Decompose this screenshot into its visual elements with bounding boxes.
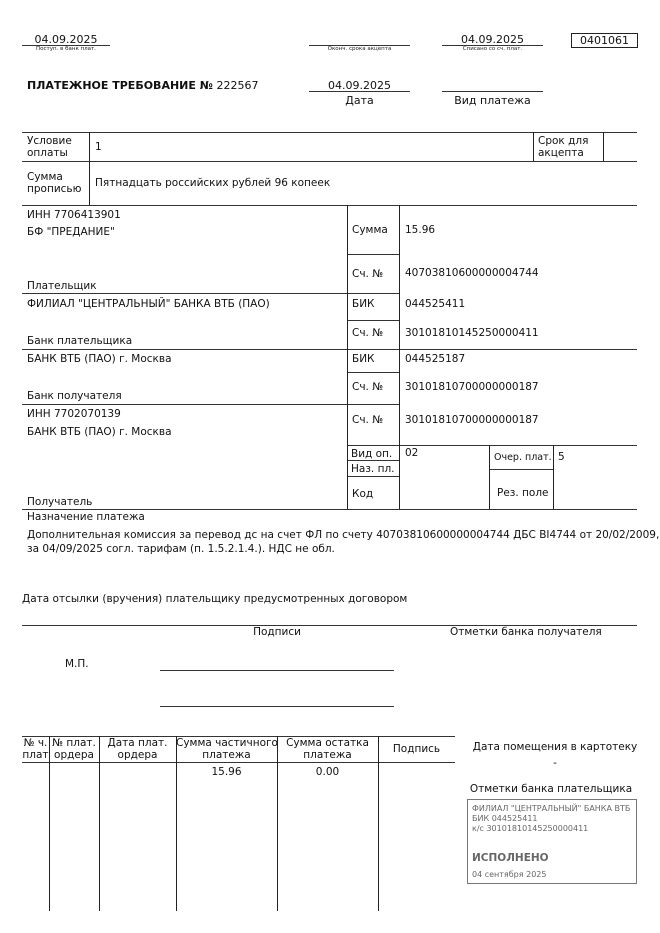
label-line: Условие: [27, 135, 72, 147]
partial-header-order-no: [49, 738, 99, 761]
document-date: 04.09.2025: [328, 79, 391, 92]
payer-label: Плательщик: [27, 280, 97, 292]
purpose-code-label: Наз. пл.: [351, 463, 395, 475]
partial-table-col-line: [99, 736, 100, 911]
table-line: [22, 293, 399, 294]
form-code-box: 0401061: [571, 33, 638, 48]
payer-inn: ИНН 7706413901: [27, 209, 121, 221]
partial-header-order-date: [99, 738, 176, 761]
payer-bank-marks-label: Отметки банка плательщика: [469, 783, 633, 795]
payer-account-value: 40703810600000004744: [405, 267, 539, 279]
header-line: платежа: [303, 748, 352, 761]
label-line: оплаты: [27, 147, 68, 159]
table-line: [347, 372, 399, 373]
payer-bank-bik-label: БИК: [352, 298, 375, 310]
partial-header-part-no: [22, 738, 49, 761]
stamp-status: ИСПОЛНЕНО: [472, 852, 549, 864]
partial-header-partial-amount: [176, 738, 277, 761]
debited-date: 04.09.2025: [461, 33, 524, 46]
header-line: ордера: [117, 748, 158, 761]
signatures-label: Подписи: [253, 626, 301, 638]
payment-type-line: [442, 91, 543, 92]
debited-date-label: Списано со сч. плат.: [462, 46, 523, 52]
table-line: [22, 509, 637, 510]
payment-type-label: Вид платежа: [454, 94, 531, 107]
stamp-bik: БИК 044525411: [472, 814, 538, 823]
table-line: [347, 476, 399, 477]
payee-bank-marks-label: Отметки банка получателя: [450, 626, 602, 638]
stamp-corr-account: к/с 30101810145250000411: [472, 824, 589, 833]
label-line: Сумма: [27, 171, 63, 183]
header-line: № ч.: [23, 737, 48, 749]
label-line: акцепта: [538, 147, 584, 159]
table-line: [22, 132, 637, 133]
amount-words-label: [27, 171, 81, 195]
partial-table-header-bottom: [22, 762, 455, 763]
payee-bank-bik-label: БИК: [352, 353, 375, 365]
payer-account-label: Сч. №: [352, 268, 384, 280]
table-line: [347, 320, 399, 321]
signature-line-1[interactable]: [160, 670, 394, 671]
purpose-line-2: за 04/09/2025 согл. тарифам (п. 1.5.2.1.4.). НДС не обл.: [27, 543, 335, 555]
op-type-value: 02: [405, 447, 419, 459]
partial-header-remaining-amount: [277, 738, 378, 761]
amount-value: 15.96: [405, 224, 436, 236]
header-line: Дата плат.: [107, 737, 168, 749]
dispatch-date-label: Дата отсылки (вручения) плательщику предусмотренных договором: [22, 593, 408, 605]
payee-name: БАНК ВТБ (ПАО) г. Москва: [27, 426, 172, 438]
payee-bank-name: БАНК ВТБ (ПАО) г. Москва: [27, 353, 172, 365]
table-line: [603, 132, 604, 161]
table-line: [22, 404, 399, 405]
payee-label: Получатель: [27, 496, 93, 508]
partial-table-col-line: [176, 736, 177, 911]
purpose-label: Назначение платежа: [27, 511, 145, 523]
partial-table-col-line: [49, 736, 50, 911]
card-index-label: Дата помещения в картотеку: [472, 741, 638, 753]
table-line: [22, 349, 637, 350]
label-line: Срок для: [538, 135, 589, 147]
op-type-label: Вид оп.: [351, 448, 393, 460]
stamp-date: 04 сентября 2025: [472, 870, 547, 879]
header-line: платежа: [202, 748, 251, 761]
amount-label: Сумма: [352, 224, 388, 236]
table-line: [347, 460, 399, 461]
table-line: [22, 161, 637, 162]
document-number: 222567: [216, 79, 259, 92]
partial-header-signature: Подпись: [392, 743, 441, 755]
table-line: [347, 254, 399, 255]
acceptance-end-label: Оконч. срока акцепта: [327, 46, 392, 52]
header-line: ордера: [54, 748, 94, 761]
table-line: [347, 205, 348, 509]
code-label: Код: [352, 488, 374, 500]
document-type: ПЛАТЕЖНОЕ ТРЕБОВАНИЕ №: [27, 79, 213, 92]
payer-bank-name: ФИЛИАЛ "ЦЕНТРАЛЬНЫЙ" БАНКА ВТБ (ПАО): [27, 298, 270, 310]
header-line: Сумма остатка: [286, 737, 369, 749]
table-line: [553, 445, 554, 509]
partial-table-col-line: [277, 736, 278, 911]
partial-table-col-line: [378, 736, 379, 911]
table-line: [89, 132, 90, 205]
stamp-bank-name: ФИЛИАЛ "ЦЕНТРАЛЬНЫЙ" БАНКА ВТБ: [472, 804, 631, 813]
header-line: № плат.: [52, 737, 96, 749]
payer-bank-account-value: 30101810145250000411: [405, 327, 539, 339]
payee-bank-account-value: 30101810700000000187: [405, 381, 539, 393]
payment-condition-value: 1: [95, 141, 102, 153]
priority-value: 5: [558, 451, 565, 463]
reserve-field-label: Рез. поле: [497, 487, 549, 499]
payee-inn: ИНН 7702070139: [27, 408, 121, 420]
purpose-line-1: Дополнительная комиссия за перевод дс на счет ФЛ по счету 40703810600000004744 ДБС BI4744 от 20/02/2009,: [27, 529, 660, 541]
header-line: Сумма частичного: [176, 737, 278, 749]
table-line: [347, 445, 637, 446]
payer-name: БФ "ПРЕДАНИЕ": [27, 226, 115, 238]
payee-bank-bik-value: 044525187: [405, 353, 466, 365]
payee-bank-label: Банк получателя: [27, 390, 122, 402]
payer-bank-account-label: Сч. №: [352, 327, 384, 339]
table-line: [399, 205, 400, 509]
table-line: [533, 132, 534, 161]
label-line: прописью: [27, 183, 82, 195]
document-title: [27, 79, 258, 92]
card-index-value: -: [553, 757, 557, 769]
partial-row-amount: 15.96: [211, 766, 242, 778]
priority-label: Очер. плат.: [494, 452, 552, 463]
execution-stamp: [467, 799, 637, 884]
signature-line-2[interactable]: [160, 706, 394, 707]
payer-bank-bik-value: 044525411: [405, 298, 466, 310]
payee-account-label: Сч. №: [352, 414, 384, 426]
acceptance-term-label: [538, 135, 588, 159]
received-date: 04.09.2025: [34, 33, 98, 46]
document-date-label: Дата: [345, 94, 374, 107]
payer-bank-label: Банк плательщика: [27, 335, 133, 347]
amount-words-value: Пятнадцать российских рублей 96 копеек: [95, 177, 331, 189]
header-line: плат: [22, 748, 49, 761]
received-date-label: Поступ. в банк плат.: [36, 46, 96, 52]
partial-row-remaining: 0.00: [315, 766, 340, 778]
table-line: [489, 445, 490, 509]
payment-condition-label: [27, 135, 72, 159]
payee-account-value: 30101810700000000187: [405, 414, 539, 426]
document-date-line: [309, 91, 410, 92]
table-line: [22, 205, 637, 206]
table-line: [489, 469, 553, 470]
stamp-place-label: М.П.: [65, 658, 89, 670]
payee-bank-account-label: Сч. №: [352, 381, 384, 393]
